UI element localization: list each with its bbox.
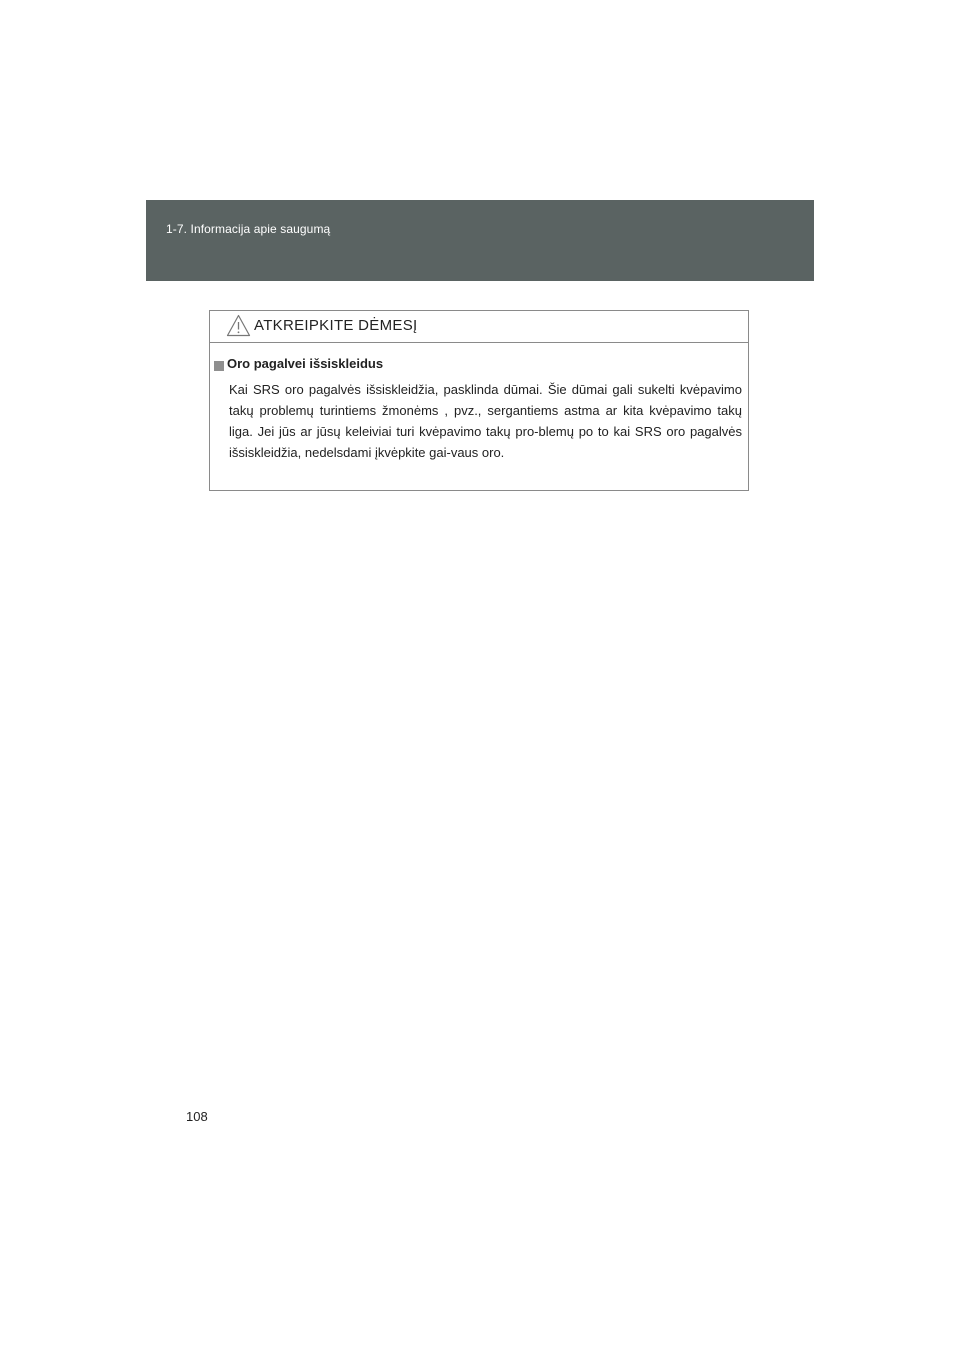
page-number: 108 [186,1109,208,1124]
caution-box [209,310,749,491]
bullet-square-icon [214,361,224,371]
item-heading: Oro pagalvei išsiskleidus [227,356,384,371]
section-header-band [146,200,814,281]
caution-title: ATKREIPKITE DĖMESĮ [254,317,418,334]
section-title: 1-7. Informacija apie saugumą [166,222,331,236]
warning-triangle-icon [226,314,251,337]
item-text: Kai SRS oro pagalvės išsiskleidžia, pasklinda dūmai. Šie dūmai gali sukelti kvėpavimo takų problemų turintiems žmonėms , pvz., sergantiems astma ar kita kvėpavimo takų liga. Jei jūs ar jūsų keleiviai turi kvėpavimo takų pro-blemų po to kai SRS oro pagalvės išsiskleidžia, nedelsdami įkvėpkite gai-vaus oro. [229,382,742,460]
caution-header [210,311,748,343]
